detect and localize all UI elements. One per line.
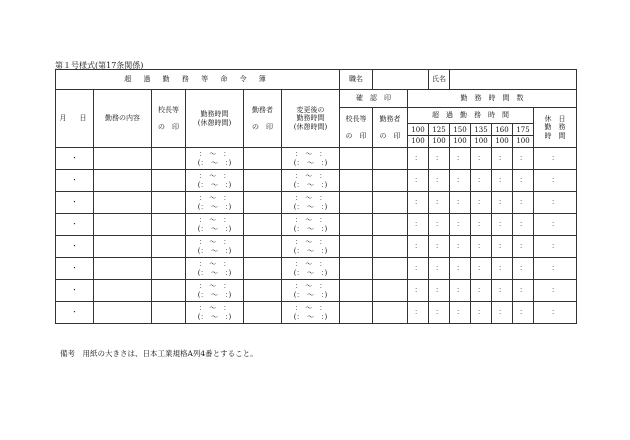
rate-header-150: 150 100: [450, 124, 471, 148]
duty-content-cell[interactable]: [94, 148, 152, 170]
worker-seal-cell[interactable]: [244, 258, 282, 280]
principal-seal-cell[interactable]: [152, 280, 186, 302]
confirm-principal-seal-cell[interactable]: [340, 170, 373, 192]
overtime-hours-cell[interactable]: ：: [492, 258, 513, 280]
principal-seal-cell[interactable]: [152, 258, 186, 280]
form-number: 第１号様式(第17条関係): [55, 61, 144, 70]
position-label: 職名: [340, 70, 373, 90]
overtime-hours-cell[interactable]: ：: [492, 280, 513, 302]
overtime-hours-cell[interactable]: ：: [408, 258, 429, 280]
position-field[interactable]: [373, 70, 429, 90]
changed-work-time-cell[interactable]: ： ～ ： (： ～ ：): [282, 192, 340, 214]
name-label: 氏名: [429, 70, 450, 90]
worker-seal-header: 勤務者 の 印: [244, 90, 282, 148]
table-row: [56, 302, 577, 324]
rate-header-125: 125 100: [429, 124, 450, 148]
principal-seal-cell[interactable]: [152, 170, 186, 192]
table-row: [56, 258, 577, 280]
changed-work-time-cell[interactable]: ： ～ ： (： ～ ：): [282, 236, 340, 258]
rate-header-160: 160 100: [492, 124, 513, 148]
overtime-hours-cell[interactable]: ：: [513, 192, 534, 214]
worker-seal-cell[interactable]: [244, 280, 282, 302]
overtime-hours-cell[interactable]: ：: [429, 192, 450, 214]
duty-content-cell[interactable]: [94, 192, 152, 214]
overtime-hours-cell[interactable]: ：: [471, 170, 492, 192]
overtime-hours-cell[interactable]: ：: [408, 148, 429, 170]
confirm-principal-seal-cell[interactable]: [340, 258, 373, 280]
table-row: [56, 148, 577, 170]
overtime-hours-cell[interactable]: ：: [471, 236, 492, 258]
work-time-cell[interactable]: ： ～ ： (： ～ ：): [186, 236, 244, 258]
hours-count-header: 勤 務 時 間 数: [408, 90, 577, 108]
holiday-hours-cell[interactable]: ：: [534, 236, 577, 258]
principal-seal-cell[interactable]: [152, 236, 186, 258]
overtime-hours-cell[interactable]: ：: [513, 280, 534, 302]
confirm-principal-seal-cell[interactable]: [340, 148, 373, 170]
table-row: [56, 214, 577, 236]
principal-seal-header: 校長等 の 印: [152, 90, 186, 148]
overtime-hours-cell[interactable]: ：: [450, 258, 471, 280]
holiday-hours-cell[interactable]: ：: [534, 148, 577, 170]
worker-seal-cell[interactable]: [244, 236, 282, 258]
confirm-worker-seal-cell[interactable]: [373, 192, 408, 214]
overtime-hours-cell[interactable]: ：: [513, 214, 534, 236]
duty-content-cell[interactable]: [94, 280, 152, 302]
date-column-header: 月 日: [56, 90, 94, 148]
overtime-hours-cell[interactable]: ：: [450, 214, 471, 236]
confirm-principal-seal-cell[interactable]: [340, 280, 373, 302]
remarks-note: 備考 用紙の大きさは、日本工業規格A列4番とすること。: [60, 349, 258, 358]
holiday-hours-cell[interactable]: ：: [534, 192, 577, 214]
confirm-worker-seal-cell[interactable]: [373, 170, 408, 192]
register-title: 超 過 勤 務 等 命 令 簿: [56, 70, 340, 90]
holiday-hours-cell[interactable]: ：: [534, 258, 577, 280]
work-time-cell[interactable]: ： ～ ： (： ～ ：): [186, 214, 244, 236]
principal-seal-cell[interactable]: [152, 192, 186, 214]
overtime-hours-cell[interactable]: ：: [492, 148, 513, 170]
confirm-worker-seal-cell[interactable]: [373, 302, 408, 324]
confirm-principal-seal-cell[interactable]: [340, 192, 373, 214]
work-time-cell[interactable]: ： ～ ： (： ～ ：): [186, 148, 244, 170]
overtime-hours-cell[interactable]: ：: [408, 302, 429, 324]
confirm-worker-seal-header: 勤務者 の 印: [373, 108, 408, 148]
duty-content-header: 勤務の内容: [94, 90, 152, 148]
holiday-hours-cell[interactable]: ：: [534, 214, 577, 236]
overtime-hours-cell[interactable]: ：: [429, 258, 450, 280]
duty-content-cell[interactable]: [94, 214, 152, 236]
overtime-hours-cell[interactable]: ：: [471, 280, 492, 302]
overtime-hours-cell[interactable]: ：: [513, 148, 534, 170]
date-cell[interactable]: ・: [56, 170, 94, 192]
overtime-hours-cell[interactable]: ：: [471, 214, 492, 236]
overtime-hours-cell[interactable]: ：: [450, 148, 471, 170]
changed-work-time-cell[interactable]: ： ～ ： (： ～ ：): [282, 214, 340, 236]
worker-seal-cell[interactable]: [244, 170, 282, 192]
overtime-hours-cell[interactable]: ：: [450, 192, 471, 214]
date-cell[interactable]: ・: [56, 258, 94, 280]
work-time-cell[interactable]: ： ～ ： (： ～ ：): [186, 302, 244, 324]
date-cell[interactable]: ・: [56, 214, 94, 236]
confirm-principal-seal-cell[interactable]: [340, 236, 373, 258]
work-time-cell[interactable]: ： ～ ： (： ～ ：): [186, 192, 244, 214]
confirm-principal-seal-cell[interactable]: [340, 214, 373, 236]
overtime-hours-header: 超 過 勤 務 時 間: [408, 108, 534, 124]
holiday-work-hours-header: 休 日 勤 務 時 間: [534, 108, 577, 148]
work-time-header: 勤務時間 (休憩時間): [186, 90, 244, 148]
overtime-hours-cell[interactable]: ：: [408, 236, 429, 258]
overtime-hours-cell[interactable]: ：: [429, 302, 450, 324]
overtime-hours-cell[interactable]: ：: [492, 192, 513, 214]
duty-content-cell[interactable]: [94, 302, 152, 324]
overtime-hours-cell[interactable]: ：: [471, 192, 492, 214]
confirm-worker-seal-cell[interactable]: [373, 280, 408, 302]
holiday-hours-cell[interactable]: ：: [534, 170, 577, 192]
duty-content-cell[interactable]: [94, 236, 152, 258]
changed-work-time-cell[interactable]: ： ～ ： (： ～ ：): [282, 302, 340, 324]
principal-seal-cell[interactable]: [152, 214, 186, 236]
overtime-hours-cell[interactable]: ：: [513, 170, 534, 192]
principal-seal-cell[interactable]: [152, 302, 186, 324]
changed-work-time-header: 変更後の 勤務時間 (休憩時間): [282, 90, 340, 148]
date-cell[interactable]: ・: [56, 302, 94, 324]
overtime-order-register-table: [55, 69, 577, 324]
table-row: [56, 280, 577, 302]
overtime-hours-cell[interactable]: ：: [429, 170, 450, 192]
confirm-seal-header: 確 認 印: [340, 90, 408, 108]
overtime-hours-cell[interactable]: ：: [429, 214, 450, 236]
overtime-hours-cell[interactable]: ：: [408, 280, 429, 302]
confirm-worker-seal-cell[interactable]: [373, 258, 408, 280]
name-field[interactable]: [450, 70, 577, 90]
overtime-hours-cell[interactable]: ：: [471, 148, 492, 170]
worker-seal-cell[interactable]: [244, 192, 282, 214]
rate-header-175: 175 100: [513, 124, 534, 148]
principal-seal-cell[interactable]: [152, 148, 186, 170]
overtime-hours-cell[interactable]: ：: [492, 214, 513, 236]
overtime-hours-cell[interactable]: ：: [429, 280, 450, 302]
changed-work-time-cell[interactable]: ： ～ ： (： ～ ：): [282, 258, 340, 280]
overtime-hours-cell[interactable]: ：: [513, 258, 534, 280]
work-time-cell[interactable]: ： ～ ： (： ～ ：): [186, 280, 244, 302]
holiday-hours-cell[interactable]: ：: [534, 280, 577, 302]
overtime-hours-cell[interactable]: ：: [429, 236, 450, 258]
overtime-hours-cell[interactable]: ：: [471, 258, 492, 280]
confirm-principal-seal-cell[interactable]: [340, 302, 373, 324]
confirm-principal-seal-header: 校長等 の 印: [340, 108, 373, 148]
overtime-hours-cell[interactable]: ：: [429, 148, 450, 170]
overtime-hours-cell[interactable]: ：: [450, 170, 471, 192]
overtime-hours-cell[interactable]: ：: [450, 302, 471, 324]
confirm-worker-seal-cell[interactable]: [373, 214, 408, 236]
table-row: [56, 192, 577, 214]
worker-seal-cell[interactable]: [244, 302, 282, 324]
confirm-worker-seal-cell[interactable]: [373, 148, 408, 170]
overtime-hours-cell[interactable]: ：: [471, 302, 492, 324]
changed-work-time-cell[interactable]: ： ～ ： (： ～ ：): [282, 170, 340, 192]
overtime-hours-cell[interactable]: ：: [408, 170, 429, 192]
overtime-hours-cell[interactable]: ：: [450, 236, 471, 258]
duty-content-cell[interactable]: [94, 258, 152, 280]
work-time-cell[interactable]: ： ～ ： (： ～ ：): [186, 258, 244, 280]
work-time-cell[interactable]: ： ～ ： (： ～ ：): [186, 170, 244, 192]
overtime-hours-cell[interactable]: ：: [408, 192, 429, 214]
date-cell[interactable]: ・: [56, 280, 94, 302]
holiday-hours-cell[interactable]: ：: [534, 302, 577, 324]
worker-seal-cell[interactable]: [244, 148, 282, 170]
rate-header-135: 135 100: [471, 124, 492, 148]
overtime-hours-cell[interactable]: ：: [513, 236, 534, 258]
worker-seal-cell[interactable]: [244, 214, 282, 236]
duty-content-cell[interactable]: [94, 170, 152, 192]
confirm-worker-seal-cell[interactable]: [373, 236, 408, 258]
overtime-hours-cell[interactable]: ：: [408, 214, 429, 236]
date-cell[interactable]: ・: [56, 148, 94, 170]
overtime-hours-cell[interactable]: ：: [513, 302, 534, 324]
overtime-hours-cell[interactable]: ：: [492, 170, 513, 192]
table-row: [56, 170, 577, 192]
overtime-hours-cell[interactable]: ：: [450, 280, 471, 302]
changed-work-time-cell[interactable]: ： ～ ： (： ～ ：): [282, 148, 340, 170]
date-cell[interactable]: ・: [56, 236, 94, 258]
overtime-hours-cell[interactable]: ：: [492, 302, 513, 324]
changed-work-time-cell[interactable]: ： ～ ： (： ～ ：): [282, 280, 340, 302]
date-cell[interactable]: ・: [56, 192, 94, 214]
overtime-hours-cell[interactable]: ：: [492, 236, 513, 258]
table-row: [56, 236, 577, 258]
rate-header-100: 100 100: [408, 124, 429, 148]
